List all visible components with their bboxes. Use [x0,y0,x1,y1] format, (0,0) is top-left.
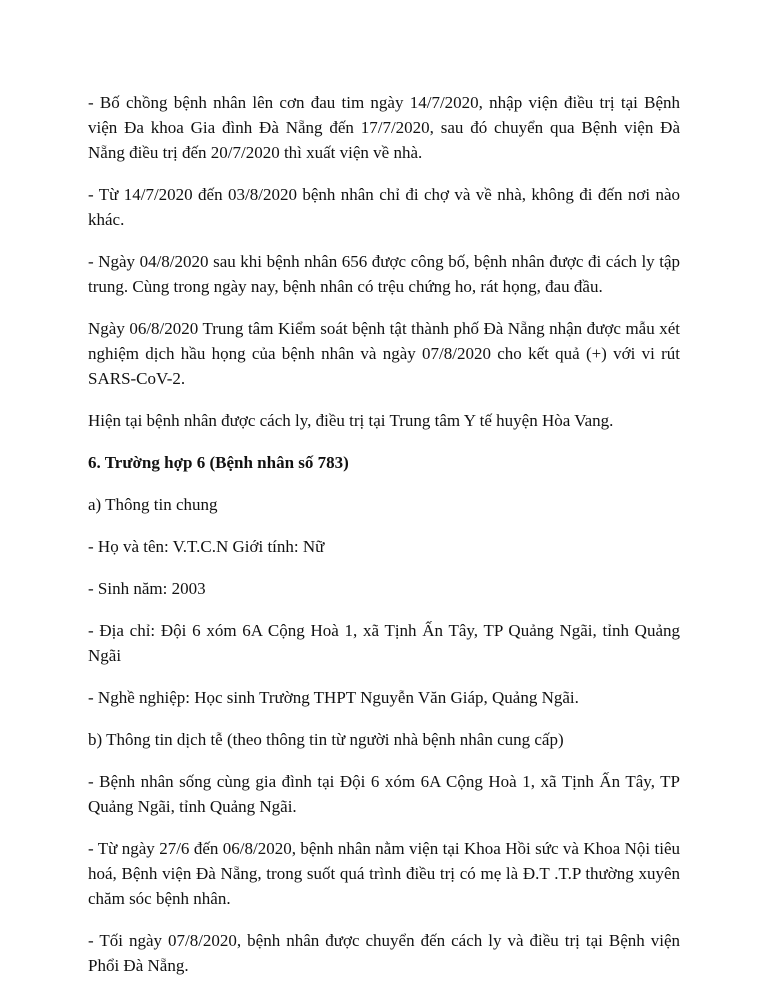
paragraph-quarantine-symptoms: - Ngày 04/8/2020 sau khi bệnh nhân 656 được công bố, bệnh nhân được đi cách ly tập trung. Cùng trong ngày nay, bệnh nhân có trệu chứng ho, rát họng, đau đầu. [88,252,680,296]
paragraph-occupation: - Nghề nghiệp: Học sinh Trường THPT Nguyễn Văn Giáp, Quảng Ngãi. [88,688,579,707]
document-page [88,90,680,995]
paragraph-household: - Bệnh nhân sống cùng gia đình tại Đội 6 xóm 6A Cộng Hoà 1, xã Tịnh Ấn Tây, TP Quảng Ngãi, tỉnh Quảng Ngãi. [88,772,680,816]
paragraph-name-gender: - Họ và tên: V.T.C.N Giới tính: Nữ [88,537,325,556]
paragraph-address: - Địa chỉ: Đội 6 xóm 6A Cộng Hoà 1, xã Tịnh Ấn Tây, TP Quảng Ngãi, tỉnh Quảng Ngãi [88,621,680,665]
paragraph-birth-year: - Sinh năm: 2003 [88,579,206,598]
paragraph-test-result: Ngày 06/8/2020 Trung tâm Kiểm soát bệnh tật thành phố Đà Nẵng nhận được mẫu xét nghiệm dịch hầu họng của bệnh nhân và ngày 07/8/2020 cho kết quả (+) với vi rút SARS-CoV-2. [88,319,680,388]
paragraph-current-status: Hiện tại bệnh nhân được cách ly, điều trị tại Trung tâm Y tế huyện Hòa Vang. [88,411,614,430]
paragraph-hospital-stay: - Từ ngày 27/6 đến 06/8/2020, bệnh nhân nằm viện tại Khoa Hồi sức và Khoa Nội tiêu hoá, Bệnh viện Đà Nẵng, trong suốt quá trình điều trị có mẹ là Đ.T .T.P thường xuyên chăm sóc bệnh nhân. [88,839,680,908]
paragraph-father-in-law-heart-attack: - Bố chồng bệnh nhân lên cơn đau tim ngày 14/7/2020, nhập viện điều trị tại Bệnh viện Đa khoa Gia đình Đà Nẵng đến 17/7/2020, sau đó chuyển qua Bệnh viện Đà Nẵng điều trị đến 20/7/2020 thì xuất viện về nhà. [88,93,680,162]
general-info-subheading: a) Thông tin chung [88,495,218,514]
paragraph-transfer-isolation: - Tối ngày 07/8/2020, bệnh nhân được chuyển đến cách ly và điều trị tại Bệnh viện Phổi Đà Nẵng. [88,931,680,975]
paragraph-movement-history: - Từ 14/7/2020 đến 03/8/2020 bệnh nhân chỉ đi chợ và về nhà, không đi đến nơi nào khác. [88,185,680,229]
epidemiology-subheading: b) Thông tin dịch tễ (theo thông tin từ người nhà bệnh nhân cung cấp) [88,730,564,749]
case-6-heading: 6. Trường hợp 6 (Bệnh nhân số 783) [88,453,349,472]
